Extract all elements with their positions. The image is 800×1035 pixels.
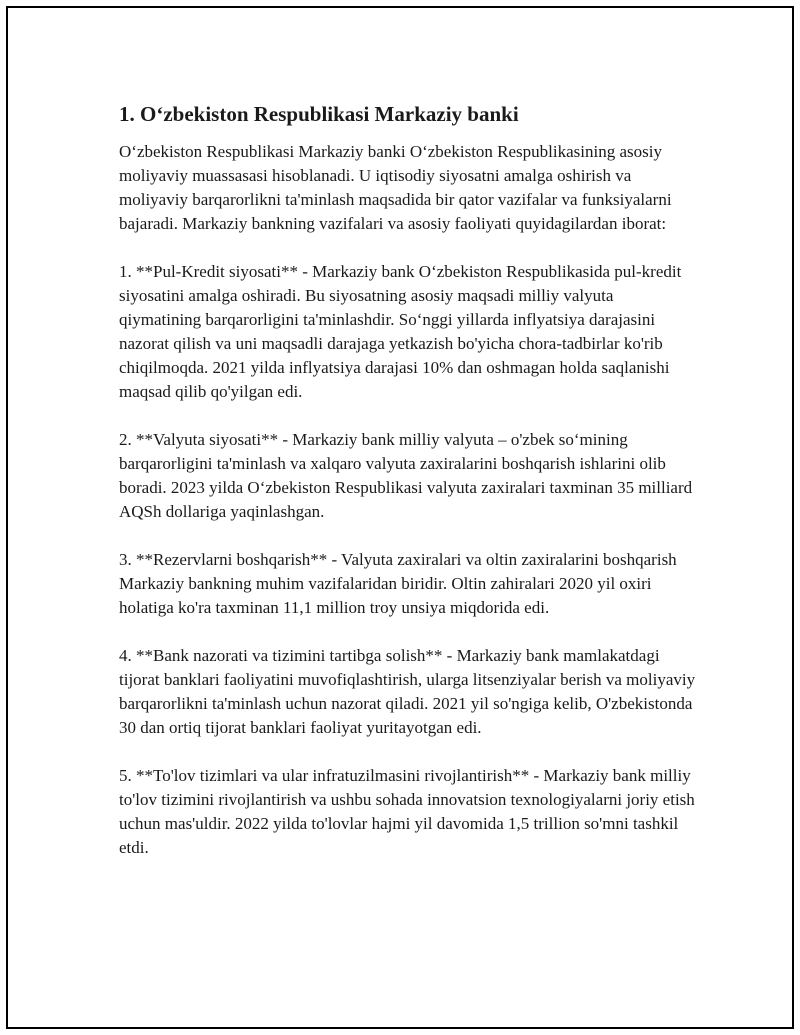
list-item-payment-systems: 5. **To'lov tizimlari va ular infratuzilmasini rivojlantirish** - Markaziy bank milliy to'lov tizimini rivojlantirish va ushbu sohada innovatsion texnologiyalarni joriy etish uchun mas'uldir. 2022 yilda to'lovlar hajmi yil davomida 1,5 trillion so'mni tashkil etdi.: [119, 766, 695, 857]
intro-paragraph: O‘zbekiston Respublikasi Markaziy banki O‘zbekiston Respublikasining asosiy moliyaviy muassasasi hisoblanadi. U iqtisodiy siyosatni amalga oshirish va moliyaviy barqarorlikni ta'minlash maqsadida bir qator vazifalar va funksiyalarni bajaradi. Markaziy bankning vazifalari va asosiy faoliyati quyidagilardan iborat:: [119, 142, 672, 233]
page-frame: [6, 6, 794, 1029]
list-item-reserve-management: 3. **Rezervlarni boshqarish** - Valyuta zaxiralari va oltin zaxiralarini boshqarish Markaziy bankning muhim vazifalaridan biridir. Oltin zahiralari 2020 yil oxiri holatiga ko'ra taxminan 11,1 million troy unsiya miqdorida edi.: [119, 550, 677, 617]
document-title: 1. O‘zbekiston Respublikasi Markaziy banki: [119, 102, 519, 126]
document-body: [119, 100, 699, 884]
list-item-monetary-policy: 1. **Pul-Kredit siyosati** - Markaziy bank O‘zbekiston Respublikasida pul-kredit siyosatini amalga oshiradi. Bu siyosatning asosiy maqsadi milliy valyuta qiymatining barqarorligini ta'minlashdir. So‘nggi yillarda inflyatsiya darajasini nazorat qilish va uni maqsadli darajaga yetkazish bo'yicha chora-tadbirlar ko'rib chiqilmoqda. 2021 yilda inflyatsiya darajasi 10% dan oshmagan holda saqlanishi maqsad qilib qo'yilgan edi.: [119, 262, 682, 401]
list-item-currency-policy: 2. **Valyuta siyosati** - Markaziy bank milliy valyuta – o'zbek so‘mining barqarorligini ta'minlash va xalqaro valyuta zaxiralarini boshqarish ishlarini olib boradi. 2023 yilda O‘zbekiston Respublikasi valyuta zaxiralari taxminan 35 milliard AQSh dollariga yaqinlashgan.: [119, 430, 693, 521]
list-item-bank-supervision: 4. **Bank nazorati va tizimini tartibga solish** - Markaziy bank mamlakatdagi tijorat banklari faoliyatini muvofiqlashtirish, ularga litsenziyalar berish va moliyaviy barqarorlikni ta'minlash uchun nazorat qiladi. 2021 yil so'ngiga kelib, O'zbekistonda 30 dan ortiq tijorat banklari faoliyat yuritayotgan edi.: [119, 646, 696, 737]
